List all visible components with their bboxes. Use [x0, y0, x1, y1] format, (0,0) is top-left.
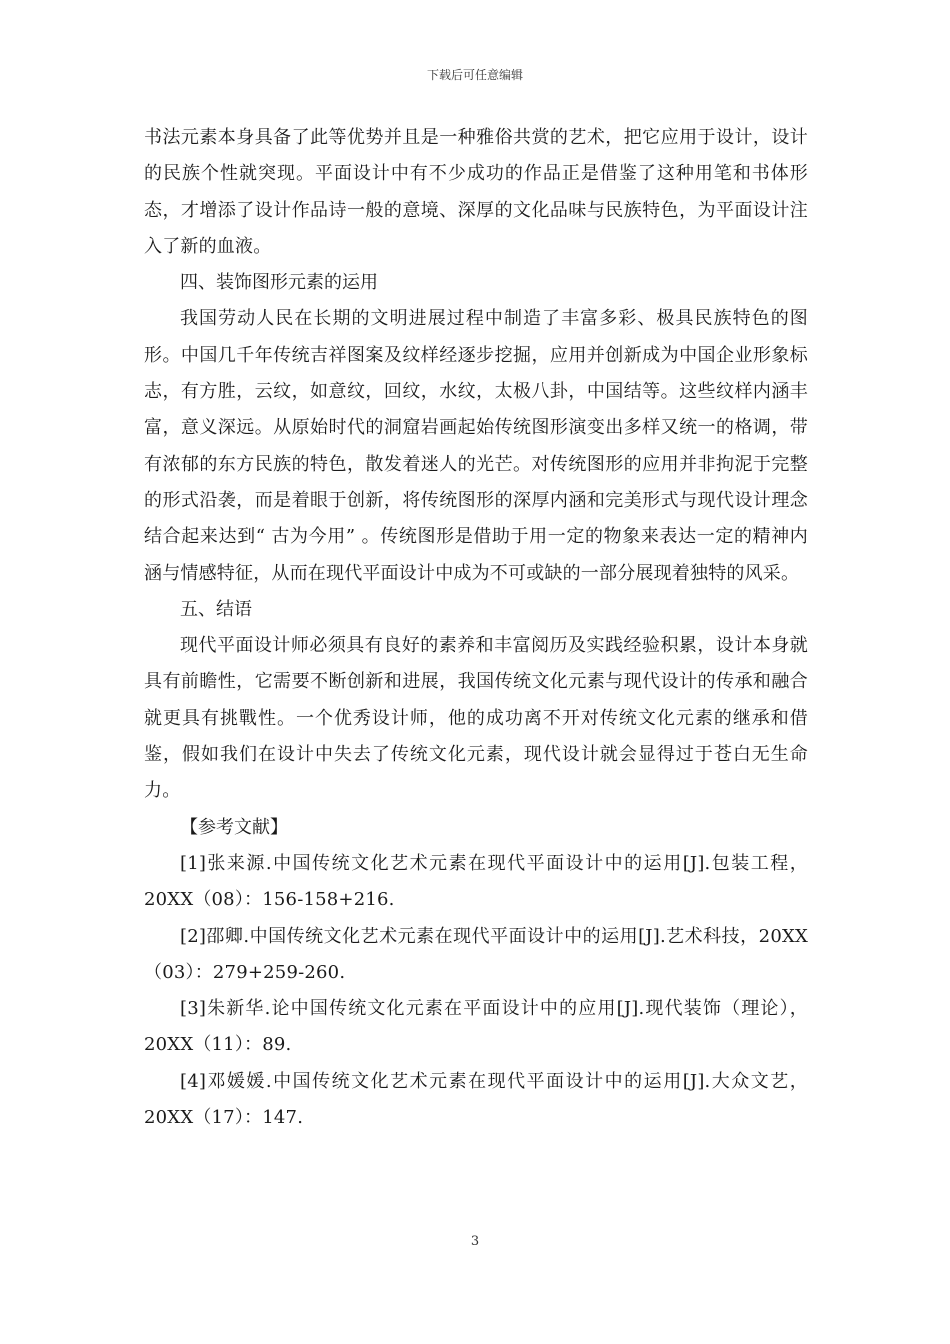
section-paragraph-conclusion: 现代平面设计师必须具有良好的素养和丰富阅历及实践经验积累，设计本身就具有前瞻性，它需要不断创新和进展，我国传统文化元素与现代设计的传承和融合就更具有挑戰性。一个优秀设计师，他的成功离不开对传统文化元素的继承和借鉴，假如我们在设计中失去了传统文化元素，现代设计就会显得过于苍白无生命力。 [144, 635, 808, 802]
section-heading-conclusion: 五、结语 [180, 598, 252, 620]
section-heading-decorative-graphics: 四、装饰图形元素的运用 [180, 272, 378, 294]
reference-item: [1]张来源.中国传统文化艺术元素在现代平面设计中的运用[J].包装工程，20XX（08）：156-158+216. [144, 852, 808, 911]
references-heading: 【参考文献】 [180, 816, 288, 838]
document-body [144, 120, 808, 1136]
reference-item: [2]邵卿.中国传统文化艺术元素在现代平面设计中的运用[J].艺术科技，20XX（03）：279+259-260. [144, 925, 808, 983]
reference-item: [4]邓媛媛.中国传统文化艺术元素在现代平面设计中的运用[J].大众文艺，20XX（17）：147. [144, 1070, 808, 1129]
intro-paragraph: 书法元素本身具备了此等优势并且是一种雅俗共赏的艺术，把它应用于设计，设计的民族个性就突现。平面设计中有不少成功的作品正是借鉴了这种用笔和书体形态，才增添了设计作品诗一般的意境、深厚的文化品味与民族特色，为平面设计注入了新的血液。 [144, 127, 808, 257]
page-header: 下载后可任意编辑 [426, 68, 523, 82]
page-number: 3 [470, 1234, 480, 1249]
reference-item: [3]朱新华.论中国传统文化元素在平面设计中的应用[J].现代装饰（理论），20XX（11）：89. [144, 998, 808, 1056]
section-paragraph-decorative-graphics: 我国劳动人民在长期的文明进展过程中制造了丰富多彩、极具民族特色的图形。中国几千年传统吉祥图案及纹样经逐步挖掘，应用并创新成为中国企业形象标志，有方胜，云纹，如意纹，回纹，水纹，太极八卦，中国结等。这些纹样内涵丰富，意义深远。从原始时代的洞窟岩画起始传统图形演变出多样又统一的格调，带有浓郁的东方民族的特色，散发着迷人的光芒。对传统图形的应用并非拘泥于完整的形式沿袭，而是着眼于创新，将传统图形的深厚内涵和完美形式与现代设计理念结合起来达到“ 古为今用” 。传统图形是借助于用一定的物象来表达一定的精神内涵与情感特征，从而在现代平面设计中成为不可或缺的一部分展现着独特的风采。 [144, 308, 808, 584]
